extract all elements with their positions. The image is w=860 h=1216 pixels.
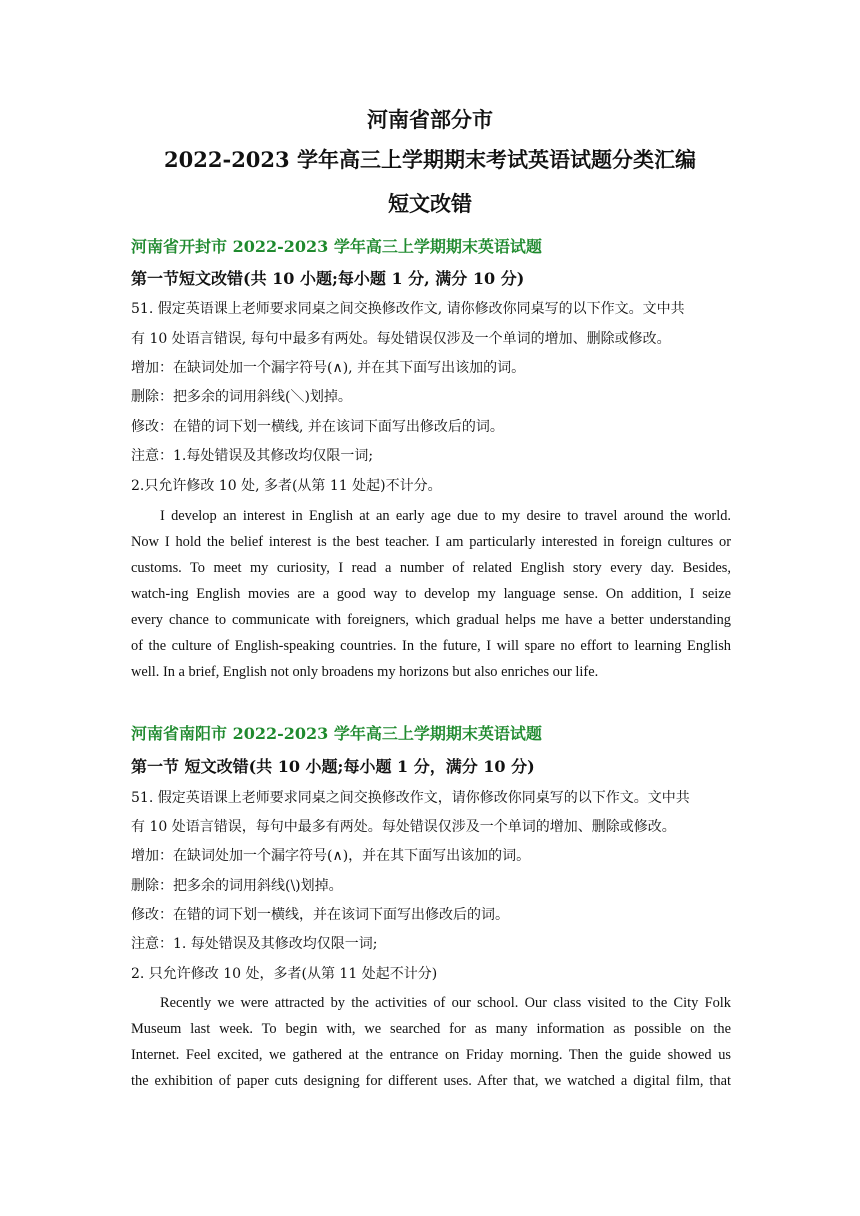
instruction-line: 删除：把多余的词用斜线(\)划掉。: [131, 878, 343, 894]
doc-title-topic: 短文改错: [388, 191, 472, 216]
instruction-line: 增加：在缺词处加一个漏字符号(∧), 并在其下面写出该加的词。: [131, 360, 526, 376]
section-1-heading: 河南省开封市 2022-2023 学年高三上学期期末英语试题: [131, 237, 542, 256]
passage-line: the exhibition of paper cuts designing for different uses. After that, we watched a digital film, that: [131, 1073, 731, 1089]
instruction-line: 有 10 处语言错误, 每句中最多有两处。每处错误仅涉及一个单词的增加、删除或修改。: [131, 331, 671, 347]
instruction-line: 有 10 处语言错误，每句中最多有两处。每处错误仅涉及一个单词的增加、删除或修改。: [131, 819, 676, 835]
instruction-line: 2.只允许修改 10 处, 多者(从第 11 处起)不计分。: [131, 478, 442, 494]
passage-line: Recently we were attracted by the activities of our school. Our class visited to the City Folk: [160, 995, 731, 1011]
instruction-line: 51. 假定英语课上老师要求同桌之间交换修改作文, 请你修改你同桌写的以下作文。文中共: [131, 301, 685, 317]
instruction-line: 修改：在错的词下划一横线，并在该词下面写出修改后的词。: [131, 907, 509, 923]
doc-title-main: 2022-2023 学年高三上学期期末考试英语试题分类汇编: [164, 147, 696, 172]
passage-line: well. In a brief, English not only broadens my horizons but also enriches our life.: [131, 664, 599, 680]
passage-line: every chance to communicate with foreigners, which gradual helps me have a better understanding: [131, 612, 731, 628]
instruction-line: 增加：在缺词处加一个漏字符号(∧)，并在其下面写出该加的词。: [131, 848, 531, 864]
passage-line: Now I hold the belief interest is the best teacher. I am particularly interested in foreign cultures or: [131, 534, 731, 550]
passage-line: customs. To meet my curiosity, I read a number of related English story every day. Besides,: [131, 560, 731, 576]
instruction-line: 注意：1. 每处错误及其修改均仅限一词;: [131, 936, 378, 952]
instruction-line: 删除：把多余的词用斜线(＼)划掉。: [131, 389, 352, 405]
section-2-heading: 河南省南阳市 2022-2023 学年高三上学期期末英语试题: [131, 724, 542, 743]
instruction-line: 修改：在错的词下划一横线, 并在该词下面写出修改后的词。: [131, 419, 504, 435]
passage-line: of the culture of English-speaking countries. In the future, I will spare no effort to learning English: [131, 638, 731, 654]
passage-line: watch-ing English movies are a good way to develop my language sense. On addition, I seize: [131, 586, 731, 602]
section-2-subheading: 第一节 短文改错(共 10 小题;每小题 1 分，满分 10 分): [131, 757, 535, 776]
passage-line: I develop an interest in English at an early age due to my desire to travel around the world.: [160, 508, 731, 524]
passage-line: Internet. Feel excited, we gathered at the entrance on Friday morning. Then the guide showed us: [131, 1047, 731, 1063]
instruction-line: 2. 只允许修改 10 处，多者(从第 11 处起不计分): [131, 966, 438, 982]
instruction-line: 51. 假定英语课上老师要求同桌之间交换修改作文，请你修改你同桌写的以下作文。文中共: [131, 790, 690, 806]
passage-line: Museum last week. To begin with, we searched for as many information as possible on the: [131, 1021, 731, 1037]
section-1-subheading: 第一节短文改错(共 10 小题;每小题 1 分, 满分 10 分): [131, 269, 525, 288]
doc-title-region: 河南省部分市: [367, 107, 493, 132]
instruction-line: 注意：1.每处错误及其修改均仅限一词;: [131, 448, 374, 464]
